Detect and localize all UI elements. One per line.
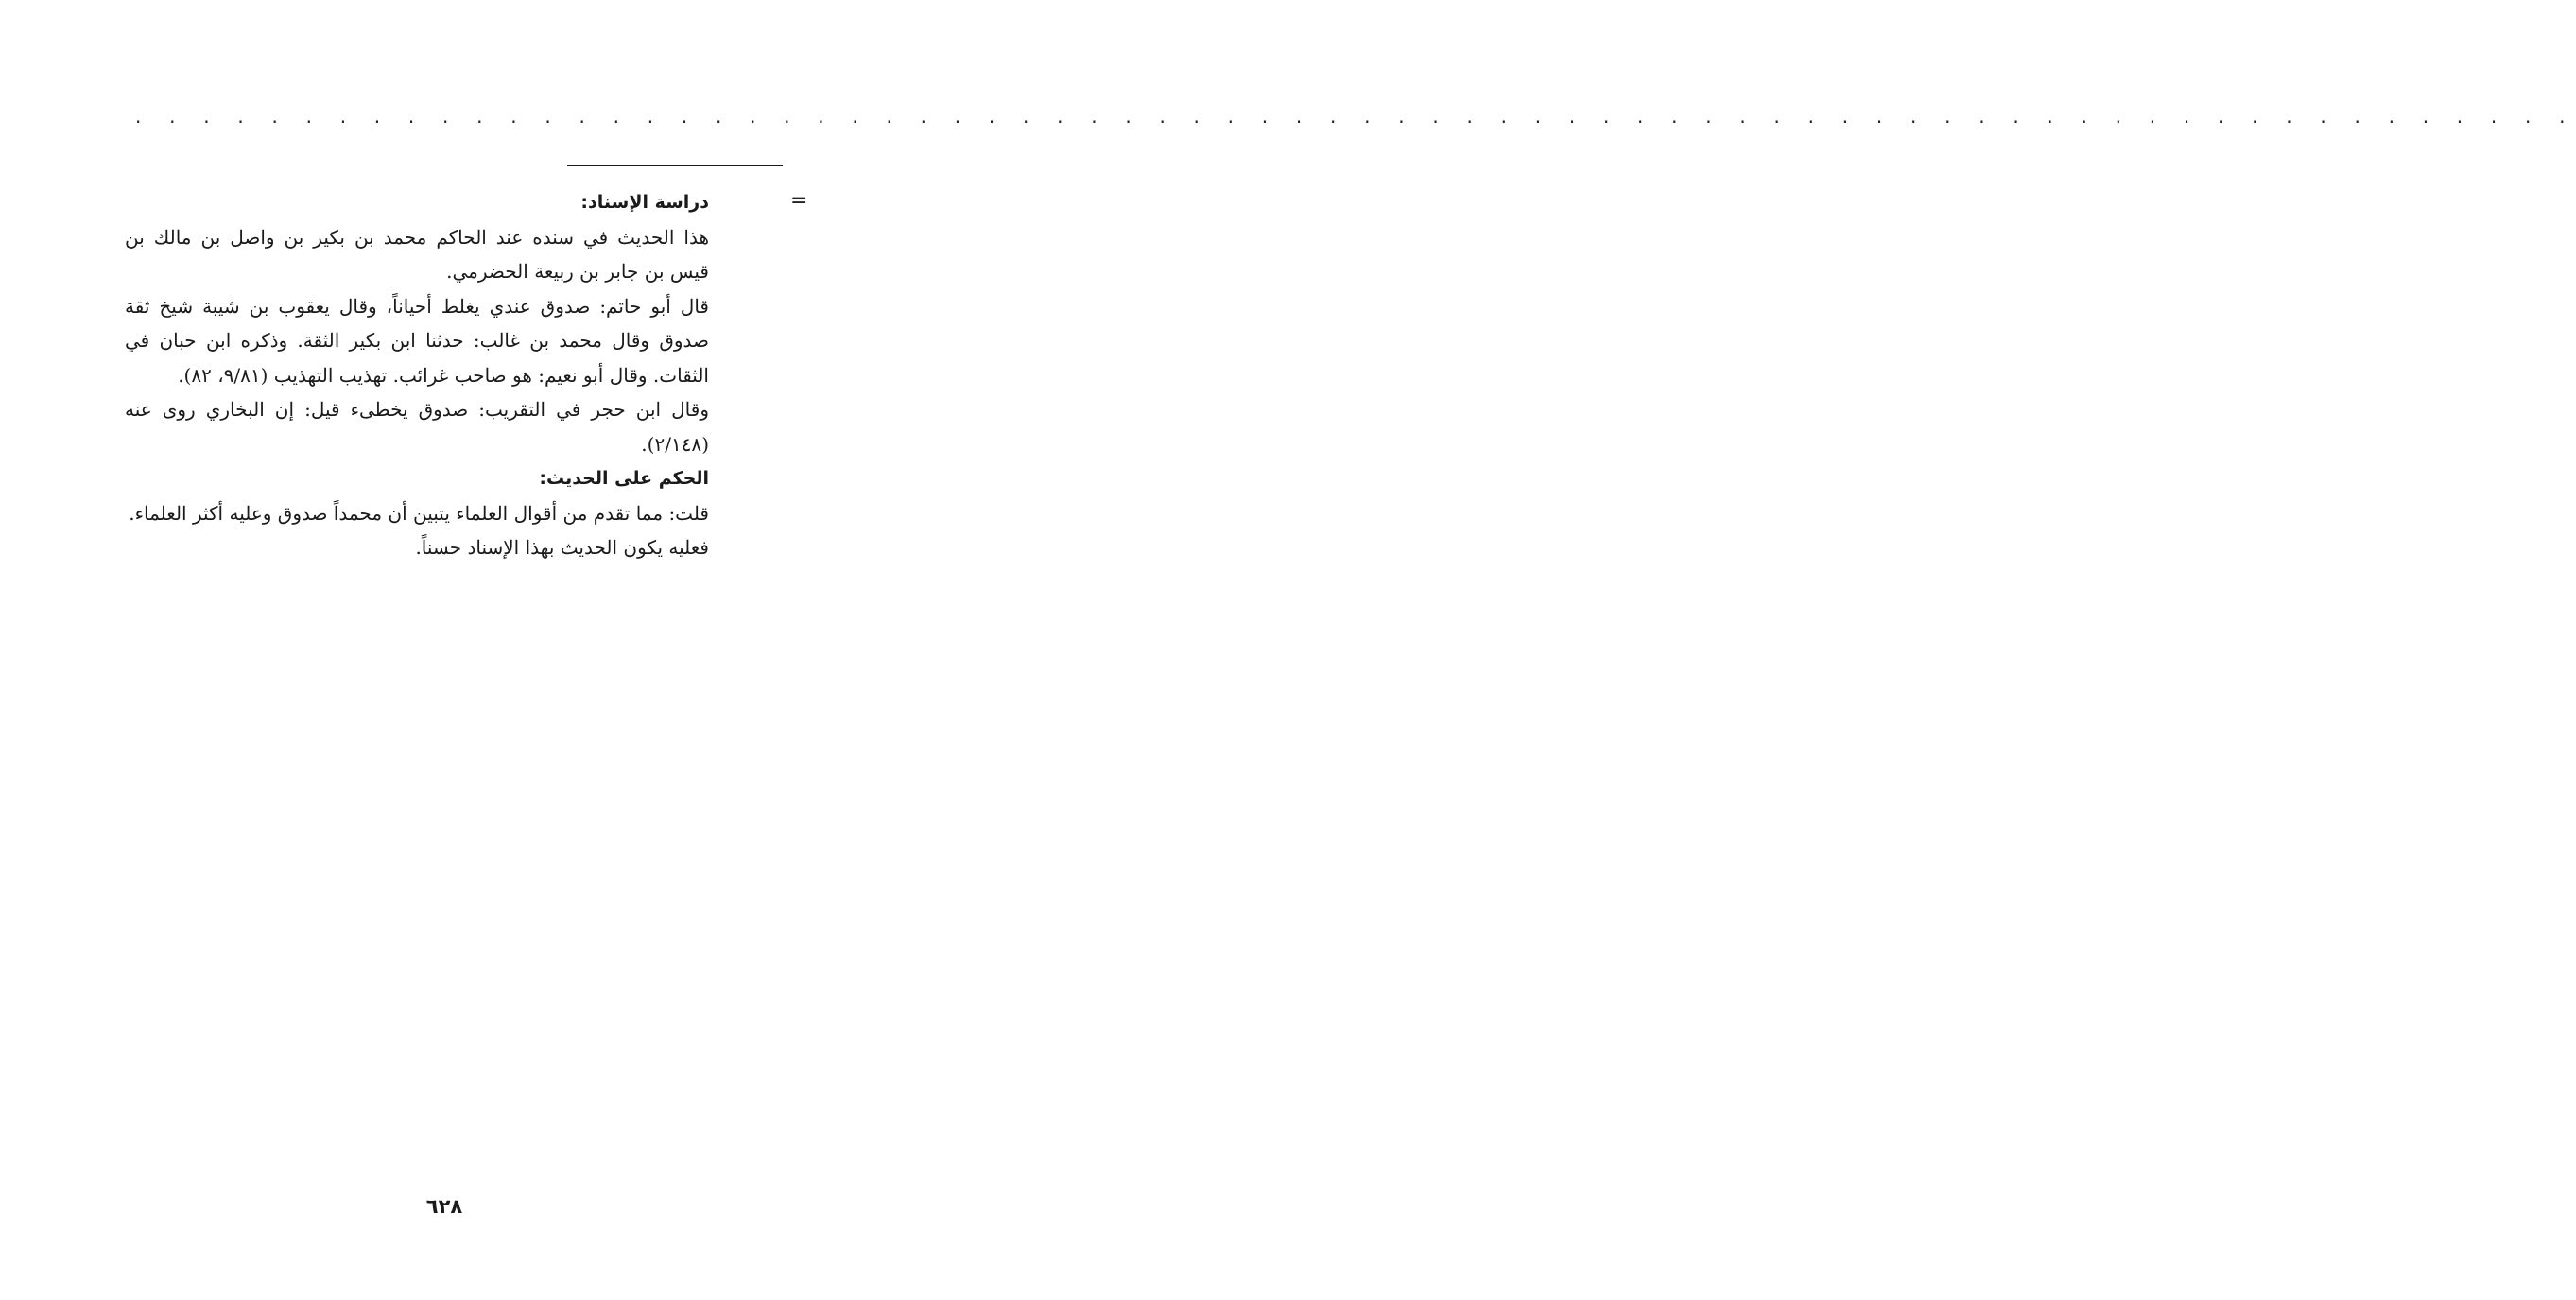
dotted-separator: . . . . . . . . . . . . . . . . . . . . . . . . . . . . . . . . . . . . . . . . . . . . . . . . . . . . . . . . . . . . . . . . . . . . . . . . xyxy=(135,105,2576,128)
ruling-paragraph-conclusion: قلت: مما تقدم من أقوال العلماء يتبين أن محمداً صدوق وعليه أكثر العلماء. xyxy=(129,501,709,525)
continuation-mark: = xyxy=(790,189,808,213)
isnad-paragraph-narrator: هذا الحديث في سنده عند الحاكم محمد بن بكير بن واصل بن مالك بن قيس بن جابر بن ربيعة الحضرمي. xyxy=(125,225,709,283)
heading-isnad-study: دراسة الإسناد: xyxy=(580,192,709,213)
isnad-paragraph-opinions: قال أبو حاتم: صدوق عندي يغلط أحياناً، وقال يعقوب بن شيبة شيخ ثقة صدوق وقال محمد بن غالب: حدثنا ابن بكير الثقة. وذكره ابن حبان في الثقات. وقال أبو نعيم: هو صاحب غرائب. تهذيب التهذيب (٩/٨١، ٨٢). xyxy=(125,294,709,387)
footnote-rule xyxy=(567,165,783,166)
ruling-paragraph-verdict: فعليه يكون الحديث بهذا الإسناد حسناً. xyxy=(415,536,709,559)
heading-hadith-ruling: الحكم على الحديث: xyxy=(539,468,709,489)
footnote-text-block xyxy=(125,185,709,565)
isnad-paragraph-ibn-hajar: وقال ابن حجر في التقريب: صدوق يخطىء قيل: إن البخاري روى عنه (٢/١٤٨). xyxy=(125,398,709,456)
page-number: ٦٢٨ xyxy=(425,1195,463,1218)
